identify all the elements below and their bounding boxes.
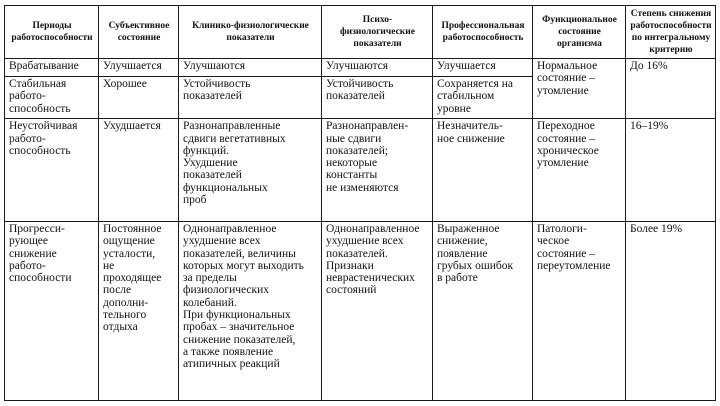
cell-degree-merged: До 16% xyxy=(626,59,716,119)
cell-clinical: Разнонаправленные сдвиги вегетативных функций. Ухудшение показателей функциональных проб xyxy=(179,119,322,222)
cell-professional: Улучшается xyxy=(433,59,533,77)
cell-professional: Сохраняется на стабильном уровне xyxy=(433,77,533,119)
cell-period: Врабатывание xyxy=(5,59,99,77)
cell-subjective: Улучшается xyxy=(99,59,179,77)
cell-psycho: Однонаправленное ухудшение всех показателей. Признаки неврастенических состояний xyxy=(322,221,433,400)
cell-subjective: Постоянное ощущение усталости, не проходящее после дополни- тельного отдыха xyxy=(99,221,179,400)
work-capacity-table xyxy=(4,5,716,401)
cell-functional-merged: Нормальное состояние – утомление xyxy=(533,59,626,119)
cell-clinical: Устойчивость показателей xyxy=(179,77,322,119)
header-degree: Степень снижения работоспособности по интегральному критерию xyxy=(626,6,716,59)
header-professional: Профессиональная работоспособность xyxy=(433,6,533,59)
cell-clinical: Улучшаются xyxy=(179,59,322,77)
header-psycho: Психо- физиологические показатели xyxy=(322,6,433,59)
cell-clinical: Однонаправленное ухудшение всех показателей, величины которых могут выходить за пределы физиологических колебаний. При функциональных пробах – значительное снижение показателей, а также появление атипичных реакций xyxy=(179,221,322,400)
table-row xyxy=(5,119,716,222)
header-row xyxy=(5,6,716,59)
header-functional: Функциональное состояние организма xyxy=(533,6,626,59)
cell-degree: 16–19% xyxy=(626,119,716,222)
cell-functional: Переходное состояние – хроническое утомление xyxy=(533,119,626,222)
cell-degree: Более 19% xyxy=(626,221,716,400)
table-row xyxy=(5,221,716,400)
header-periods: Периоды работоспособности xyxy=(5,6,99,59)
cell-psycho: Улучшаются xyxy=(322,59,433,77)
cell-psycho: Устойчивость показателей xyxy=(322,77,433,119)
cell-professional: Незначитель- ное снижение xyxy=(433,119,533,222)
cell-professional: Выраженное снижение, появление грубых ошибок в работе xyxy=(433,221,533,400)
cell-functional: Патологи- ческое состояние – переутомление xyxy=(533,221,626,400)
cell-period: Неустойчивая работо- способность xyxy=(5,119,99,222)
header-subjective: Субъективное состояние xyxy=(99,6,179,59)
table-row xyxy=(5,59,716,77)
cell-subjective: Ухудшается xyxy=(99,119,179,222)
cell-period: Прогресси- рующее снижение работо- способности xyxy=(5,221,99,400)
cell-subjective: Хорошее xyxy=(99,77,179,119)
cell-psycho: Разнонаправлен- ные сдвиги показателей; некоторые константы не изменяются xyxy=(322,119,433,222)
cell-period: Стабильная работо- способность xyxy=(5,77,99,119)
header-clinical: Клинико-физиологические показатели xyxy=(179,6,322,59)
